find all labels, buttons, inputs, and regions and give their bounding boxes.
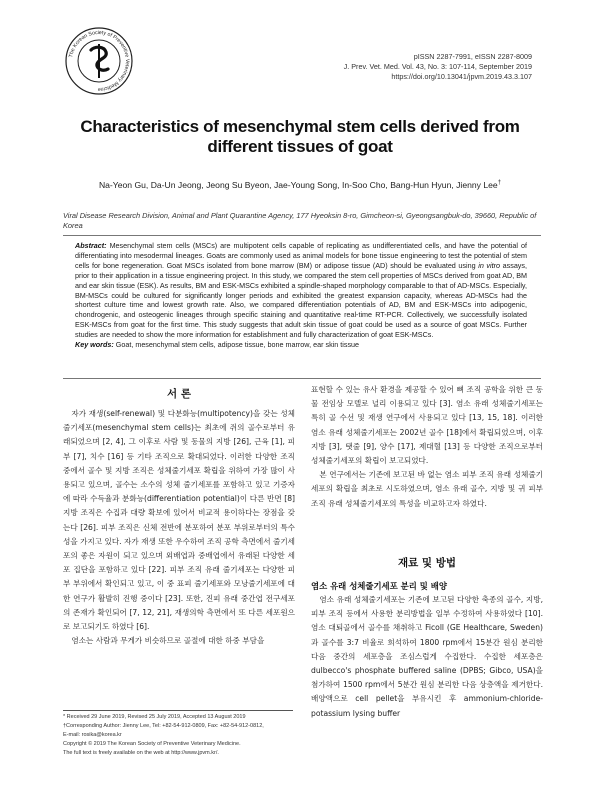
footnote-received: * Received 29 June 2019, Revised 25 July 2019, Accepted 13 August 2019 [63, 714, 246, 720]
abstract-text-b: assays, prior to their application in a tissue engineering project. In this study, we compared the stem cell properties of MSCs derived from goat AD, BM and ear skin tissue (ESK). As results, BM and ESK-MSCs exhibited a spindle-shaped morphology comparable to that of AD-MSCs. Especially, BM-MSCs could be cultured for significantly longer periods and exhibited the greatest expansion capacity, whereas AD-MSCs had the shortest culture time and lowest growth rate. Also, we compared differentiation potentials of AD, BM and ESK-MSCs into adipogenic, chondrogenic, and osteogenic lineages through specific staining and quantitative real-time RT-PCR. Collectively, we successfully isolated ESK-MSCs from goat for the first time. This study suggests that adult skin tissue of goat could be used as a source of goat MSCs. Further studies are needed to show the more information for establishment and fully characterization of goat ESK-MSCs. [75, 260, 527, 340]
footnote-url: The full text is freely available on the web at http://www.jpvm.kr/. [63, 749, 219, 756]
right-paragraph-3: 염소 유래 성체줄기세포는 기존에 보고된 다양한 축종의 골수, 지방, 피부 조직 등에서 사용한 분리방법을 일부 수정하여 사용하였다 [10]. 염소 대퇴골에서 골수를 채취하고 Ficoll (GE Healthcare, Sweden)과 골수를 3:7 비율로 희석하여 1800 rpm에서 15분간 원심 분리한 다음 중간의 세포층을 조심스럽게 수집한다. 수집한 세포층은 dulbecco's phosphate buffered saline (DPBS; Gibco, USA)을 첨가하여 1500 rpm에서 5분간 원심 분리한 다음 상층액을 제거한다. 배양액으로 cell pellet을 부유시킨 후 ammonium-chloride-potassium lysing buffer [311, 595, 543, 718]
keywords-label: Key words: [75, 340, 114, 350]
keywords-text: Goat, mesenchymal stem cells, adipose tissue, bone marrow, ear skin tissue [115, 340, 360, 350]
right-paragraph-1: 표현할 수 있는 유사 환경을 제공할 수 있어 뼈 조직 공학을 위한 큰 동물 전임상 모델로 널리 이용되고 있다 [3]. 염소 유래 성체줄기세포는 특히 골 수선 및 재생 연구에서 사용되고 있다 [13, 15, 18]. 이러한 염소 유래 성체줄기세포는 2002년 골수 [18]에서 확립되었으며, 이후 지방 [3], 탯줄 [9], 양수 [17], 제대혈 [13] 등 다양한 조직으로부터 성체줄기세포의 확립이 보고되었다. [311, 385, 543, 466]
corresponding-mark: † [497, 180, 502, 187]
citation: J. Prev. Vet. Med. Vol. 43, No. 3: 107-114, September 2019 [343, 62, 532, 71]
issn: pISSN 2287-7991, eISSN 2287-8009 [413, 52, 532, 61]
abstract-top-rule [63, 235, 541, 236]
abstract-block [75, 241, 527, 350]
footnotes [63, 713, 303, 758]
affiliation: Viral Disease Research Division, Animal and Plant Quarantine Agency, 177 Hyeoksin 8-ro, Gimcheon-si, Gyeongsangbuk-do, 39660, Republic of Korea [63, 211, 537, 230]
left-paragraph-1: 자가 재생(self-renewal) 및 다분화능(multipotency)을 갖는 성체줄기세포(mesenchymal stem cells)는 최초에 쥐의 골수로부터 유래되었으며 [2, 4], 그 이후로 사람 및 동물의 지방 [26], 근육 [1], 피부 [7], 치수 [16] 등 기타 조직으로 확대되었다. 이러한 다양한 조직 중에서 골수 및 지방 조직은 성체줄기세포 확립을 위하여 가장 많이 사용되고 있으며, 골수는 소수의 성체 줄기세포를 포함하고 있고 기증자에 따라 수득율과 분화능(differentiation potential)이 다른 반면 [8] 지방 조직은 수집과 대량 확보에 있어서 비교적 용이하다는 장점을 갖는다 [26]. 피부 조직은 신체 전반에 분포하여 분포 부위로부터의 특수성을 가지고 있다. 자가 재생 또한 우수하여 조직 공학 측면에서 줄기세포의 좋은 자원이 되고 있으며 외배엽과 중배엽에서 유래된 다양한 세포 집단을 포함하고 있다 [22]. 피부 조직 유래 줄기세포는 다양한 피부 부위에서 확인되고 있고, 이 중 표피 줄기세포와 모낭줄기세포에 대한 연구가 활발히 진행 중이다 [23]. 또한, 진피 유래 중간엽 전구세포의 존재가 확인되어 [7, 12, 21], 재생의학 측면에서 또 다른 세포원으로 보고되기도 하였다 [6]. [63, 409, 295, 632]
footnote-corresponding: †Corresponding Author: Jienny Lee, Tel: +82-54-912-0809, Fax: +82-54-912-0812, [63, 722, 264, 729]
paper-title [40, 117, 560, 157]
logo-ring-text: The Korean Society of Preventive Veterinary Medicine [68, 29, 131, 93]
abstract-bottom-rule [63, 378, 541, 379]
left-paragraph-2: 염소는 사람과 무게가 비슷하므로 골절에 대한 하중 부담을 [71, 636, 265, 646]
society-logo [64, 26, 134, 96]
right-paragraph-2: 본 연구에서는 기존에 보고된 바 없는 염소 피부 조직 유래 성체줄기세포의 확립을 최초로 시도하였으며, 염소 유래 골수, 지방 및 귀 피부 조직 유래 성체줄기세포의 특성을 비교하고자 하였다. [311, 470, 543, 508]
doi-link[interactable]: https://doi.org/10.13041/jpvm.2019.43.3.107 [391, 72, 532, 81]
intro-heading: 서 론 [167, 388, 191, 400]
footnote-rule [63, 710, 293, 711]
authors-text: Na-Yeon Gu, Da-Un Jeong, Jeong Su Byeon, Jae-Young Song, In-Soo Cho, Bang-Hun Hyun, Jienny Lee [98, 180, 498, 190]
journal-meta [312, 52, 532, 82]
right-column-top [311, 383, 543, 511]
methods-subheading: 염소 유래 성체줄기세포 분리 및 배양 [311, 581, 447, 591]
author-list [40, 180, 560, 190]
title-line-2: different tissues of goat [207, 137, 393, 156]
title-line-1: Characteristics of mesenchymal stem cells derived from [80, 117, 520, 136]
abstract-label: Abstract: [75, 241, 107, 250]
methods-heading: 재료 및 방법 [397, 557, 457, 569]
footnote-email: E-mail: rosika@korea.kr [63, 731, 122, 738]
abstract-italic: in vitro [478, 260, 501, 270]
footnote-copyright: Copyright © 2019 The Korean Society of Preventive Veterinary Medicine. [63, 740, 241, 747]
left-column [63, 407, 295, 648]
abstract-text-a: Mesenchymal stem cells (MSCs) are multipotent cells capable of replicating as undifferentiated cells, and have the potential of differentiating into mesodermal lineages. Goats are commonly used as animal models for bone tissue engineering to test the potential of stem cells for bone regeneration. Goat MSCs isolated from bone marrow (BM) or adipose tissue (AD) should be evaluated using [75, 241, 528, 270]
right-column-bottom [311, 593, 543, 721]
